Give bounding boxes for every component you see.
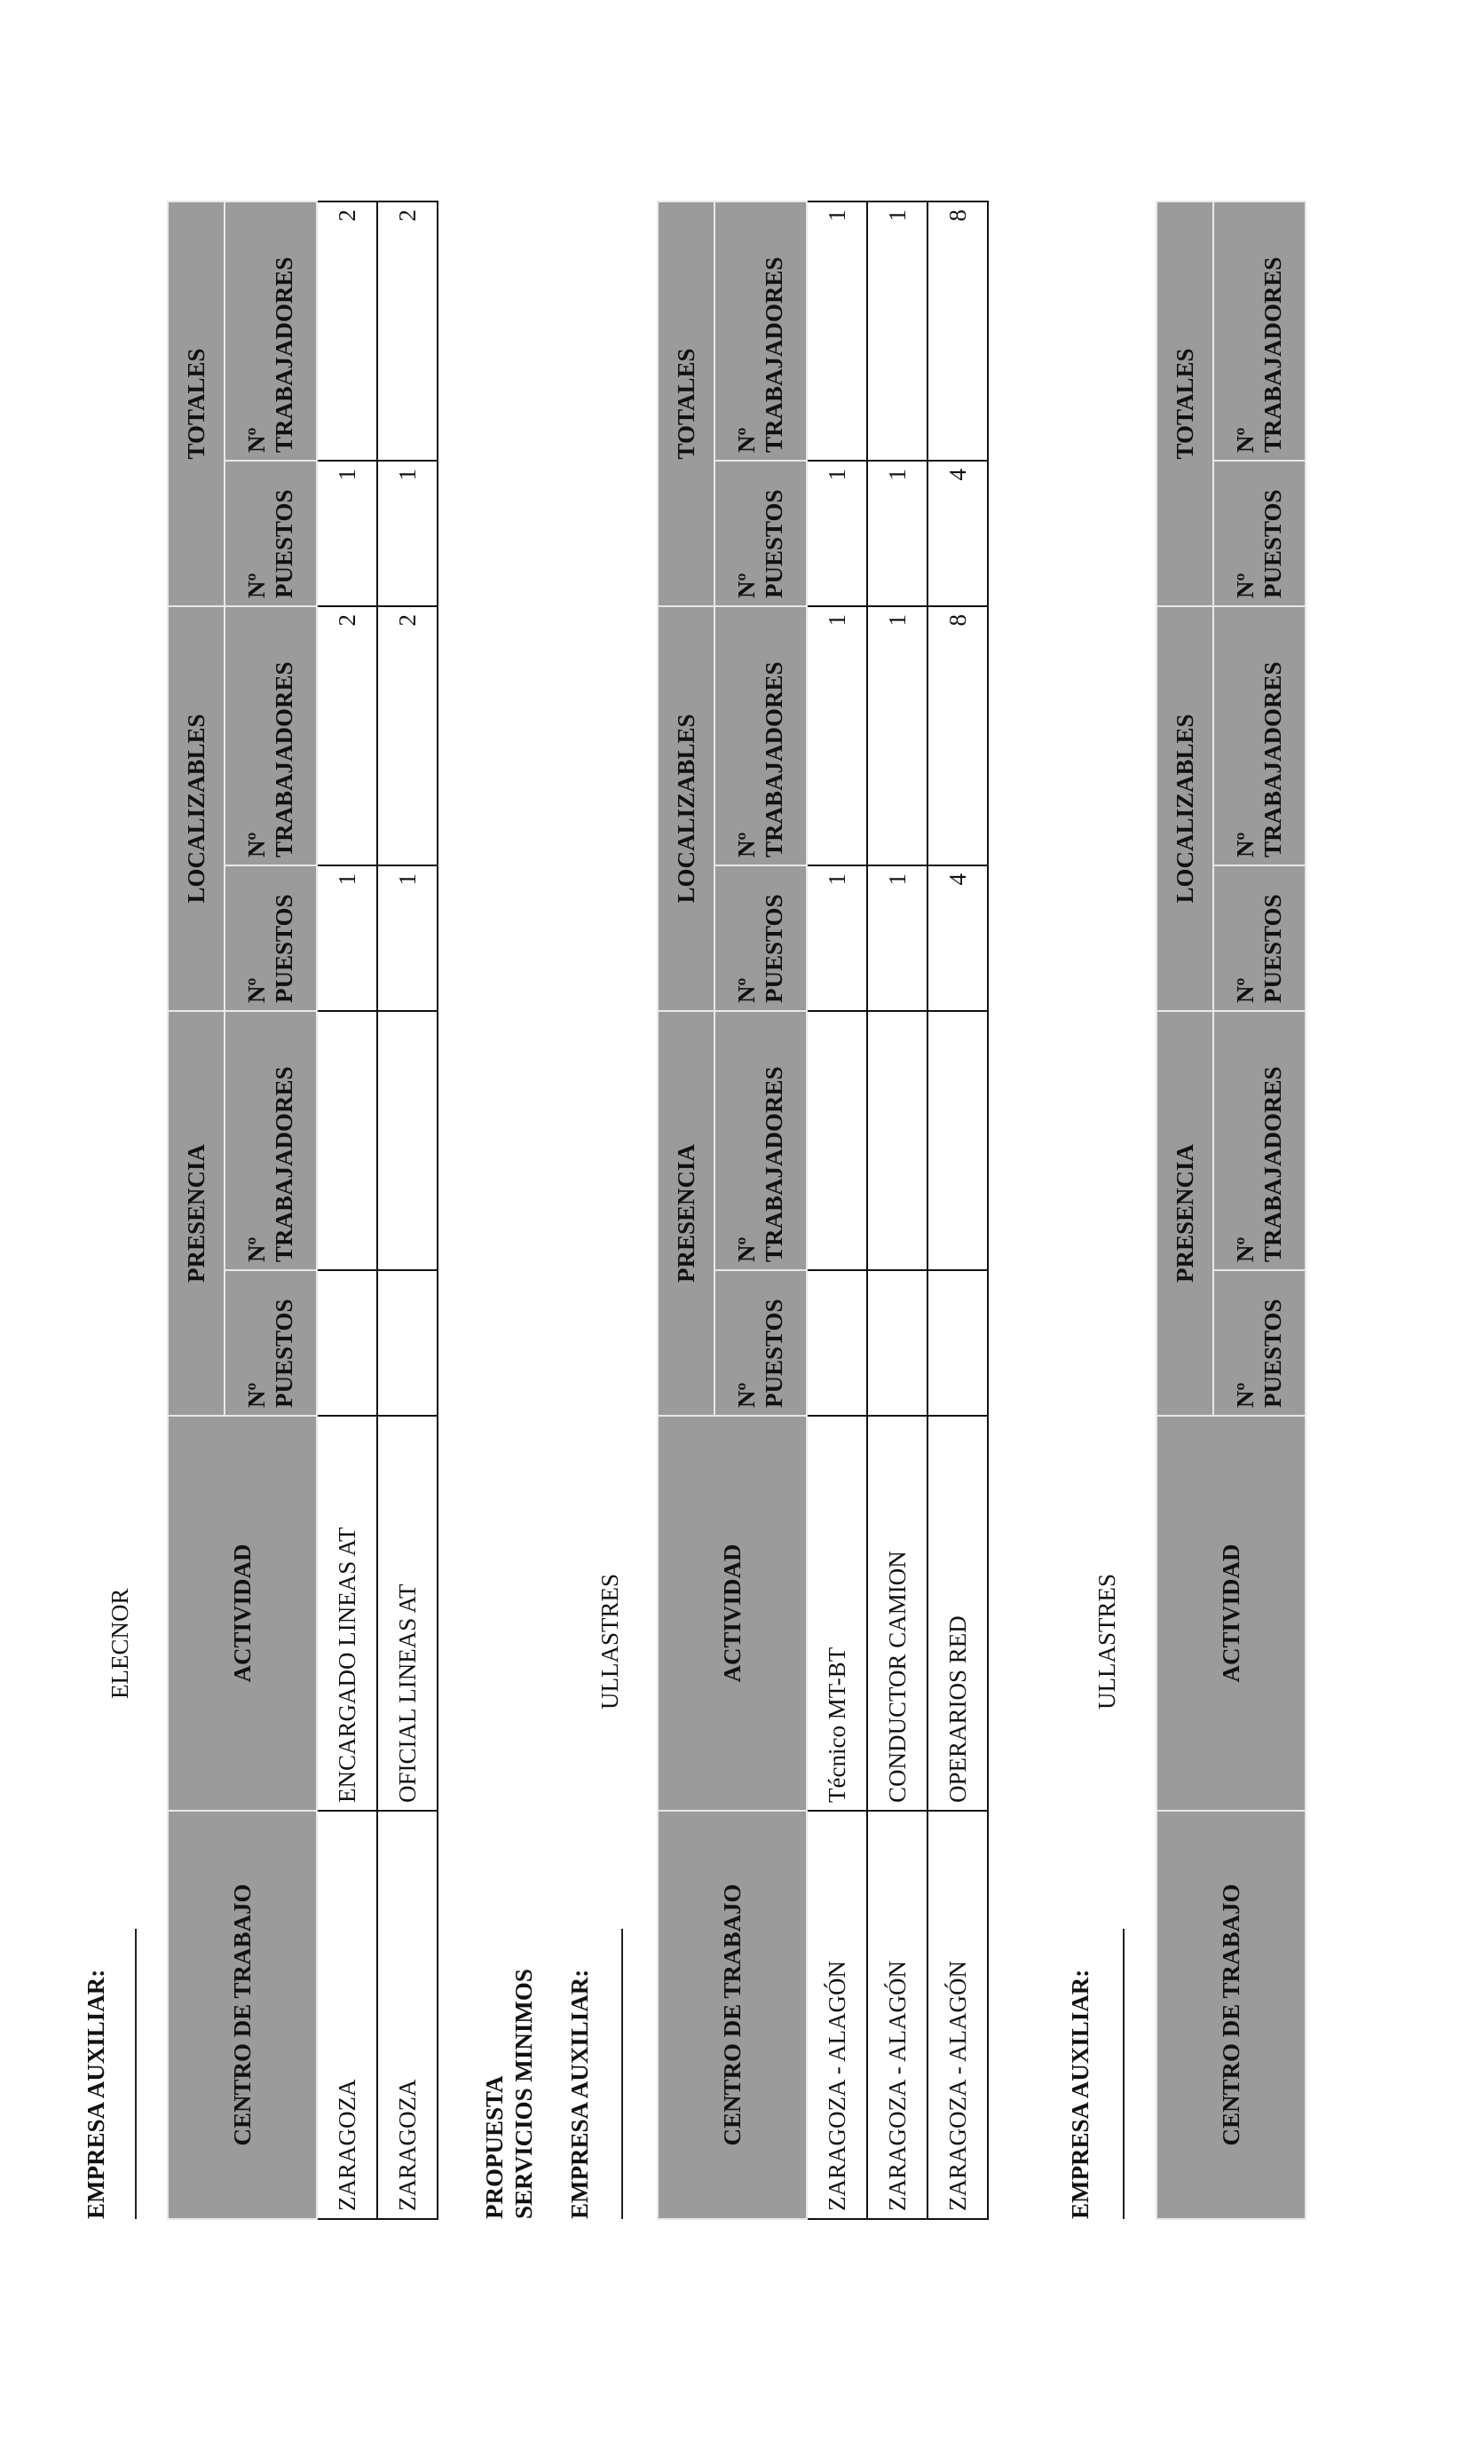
cell-presencia-trabajadores (867, 1011, 928, 1270)
cell-presencia-puestos (867, 1270, 928, 1416)
header-n-trabajadores: Nº TRABAJADORES (1213, 201, 1306, 461)
cell-totales-trabajadores: 1 (807, 201, 867, 461)
header-localizables: LOCALIZABLES (658, 606, 714, 1011)
cell-totales-puestos: 4 (928, 461, 988, 606)
cell-presencia-trabajadores (377, 1011, 438, 1270)
header-n-puestos: Nº PUESTOS (1213, 1270, 1306, 1416)
cell-localizables-puestos: 1 (317, 865, 377, 1011)
header-localizables: LOCALIZABLES (168, 606, 225, 1011)
cell-localizables-trabajadores: 2 (377, 606, 438, 865)
header-n-puestos: Nº PUESTOS (225, 1270, 317, 1416)
header-n-trabajadores: Nº TRABAJADORES (714, 201, 807, 461)
empresa-auxiliar-underline (1123, 1929, 1125, 2219)
header-n-puestos: Nº PUESTOS (1213, 461, 1306, 606)
header-totales: TOTALES (168, 201, 225, 606)
header-actividad: ACTIVIDAD (658, 1416, 807, 1811)
cell-localizables-trabajadores: 2 (317, 606, 377, 865)
empresa-auxiliar-underline (135, 1929, 137, 2219)
cell-totales-trabajadores: 2 (317, 201, 377, 461)
cell-presencia-trabajadores (317, 1011, 377, 1270)
header-n-puestos: Nº PUESTOS (225, 461, 317, 606)
empresa-auxiliar-label: EMPRESA AUXILIAR: (566, 1969, 593, 2219)
cell-actividad: ENCARGADO LINEAS AT (317, 1416, 377, 1811)
header-totales: TOTALES (658, 201, 714, 606)
header-n-trabajadores: Nº TRABAJADORES (225, 606, 317, 865)
cell-centro: ZARAGOZA (317, 1811, 377, 2219)
table-row (807, 201, 867, 2219)
cell-localizables-puestos: 1 (807, 865, 867, 1011)
cell-localizables-trabajadores: 1 (867, 606, 928, 865)
cell-centro: ZARAGOZA - ALAGÓN (867, 1811, 928, 2219)
header-localizables: LOCALIZABLES (1156, 606, 1213, 1011)
header-presencia: PRESENCIA (168, 1011, 225, 1416)
cell-actividad: OFICIAL LINEAS AT (377, 1416, 438, 1811)
table-row (317, 201, 377, 2219)
header-totales: TOTALES (1156, 201, 1213, 606)
section-title: PROPUESTA SERVICIOS MINIMOS (481, 1969, 537, 2219)
cell-actividad: CONDUCTOR CAMION (867, 1416, 928, 1811)
cell-localizables-puestos: 4 (928, 865, 988, 1011)
header-n-puestos: Nº PUESTOS (714, 461, 807, 606)
header-n-trabajadores: Nº TRABAJADORES (714, 1011, 807, 1270)
cell-totales-puestos: 1 (867, 461, 928, 606)
header-centro: CENTRO DE TRABAJO (168, 1811, 317, 2219)
cell-presencia-puestos (377, 1270, 438, 1416)
cell-presencia-puestos (928, 1270, 988, 1416)
cell-actividad: OPERARIOS RED (928, 1416, 988, 1811)
cell-centro: ZARAGOZA - ALAGÓN (928, 1811, 988, 2219)
cell-localizables-puestos: 1 (867, 865, 928, 1011)
header-actividad: ACTIVIDAD (168, 1416, 317, 1811)
cell-presencia-puestos (317, 1270, 377, 1416)
header-actividad: ACTIVIDAD (1156, 1416, 1306, 1811)
cell-presencia-puestos (807, 1270, 867, 1416)
cell-localizables-trabajadores: 1 (807, 606, 867, 865)
empresa-name: ULLASTRES (596, 1573, 623, 1710)
cell-totales-puestos: 1 (807, 461, 867, 606)
cell-actividad: Técnico MT-BT (807, 1416, 867, 1811)
cell-localizables-puestos: 1 (377, 865, 438, 1011)
header-n-puestos: Nº PUESTOS (714, 1270, 807, 1416)
empresa-auxiliar-label: EMPRESA AUXILIAR: (1067, 1969, 1093, 2219)
servicios-table-1 (167, 201, 438, 2220)
empresa-auxiliar-label: EMPRESA AUXILIAR: (83, 1969, 109, 2219)
header-n-puestos: Nº PUESTOS (1213, 865, 1306, 1011)
header-presencia: PRESENCIA (658, 1011, 714, 1416)
table-row (867, 201, 928, 2219)
header-n-trabajadores: Nº TRABAJADORES (225, 1011, 317, 1270)
header-n-trabajadores: Nº TRABAJADORES (714, 606, 807, 865)
header-n-puestos: Nº PUESTOS (225, 865, 317, 1011)
servicios-table-3 (1156, 201, 1306, 2220)
servicios-table-2 (657, 201, 989, 2220)
cell-presencia-trabajadores (928, 1011, 988, 1270)
empresa-auxiliar-underline (621, 1929, 623, 2219)
cell-totales-trabajadores: 8 (928, 201, 988, 461)
table-row (928, 201, 988, 2219)
header-n-trabajadores: Nº TRABAJADORES (225, 201, 317, 461)
empresa-name: ULLASTRES (1093, 1573, 1120, 1710)
cell-totales-trabajadores: 2 (377, 201, 438, 461)
cell-totales-puestos: 1 (377, 461, 438, 606)
cell-presencia-trabajadores (807, 1011, 867, 1270)
cell-localizables-trabajadores: 8 (928, 606, 988, 865)
cell-centro: ZARAGOZA (377, 1811, 438, 2219)
cell-centro: ZARAGOZA - ALAGÓN (807, 1811, 867, 2219)
header-centro: CENTRO DE TRABAJO (658, 1811, 807, 2219)
header-n-trabajadores: Nº TRABAJADORES (1213, 606, 1306, 865)
table-row (377, 201, 438, 2219)
empresa-name: ELECNOR (107, 1588, 133, 1699)
header-n-puestos: Nº PUESTOS (714, 865, 807, 1011)
cell-totales-puestos: 1 (317, 461, 377, 606)
header-n-trabajadores: Nº TRABAJADORES (1213, 1011, 1306, 1270)
header-presencia: PRESENCIA (1156, 1011, 1213, 1416)
header-centro: CENTRO DE TRABAJO (1156, 1811, 1306, 2219)
cell-totales-trabajadores: 1 (867, 201, 928, 461)
